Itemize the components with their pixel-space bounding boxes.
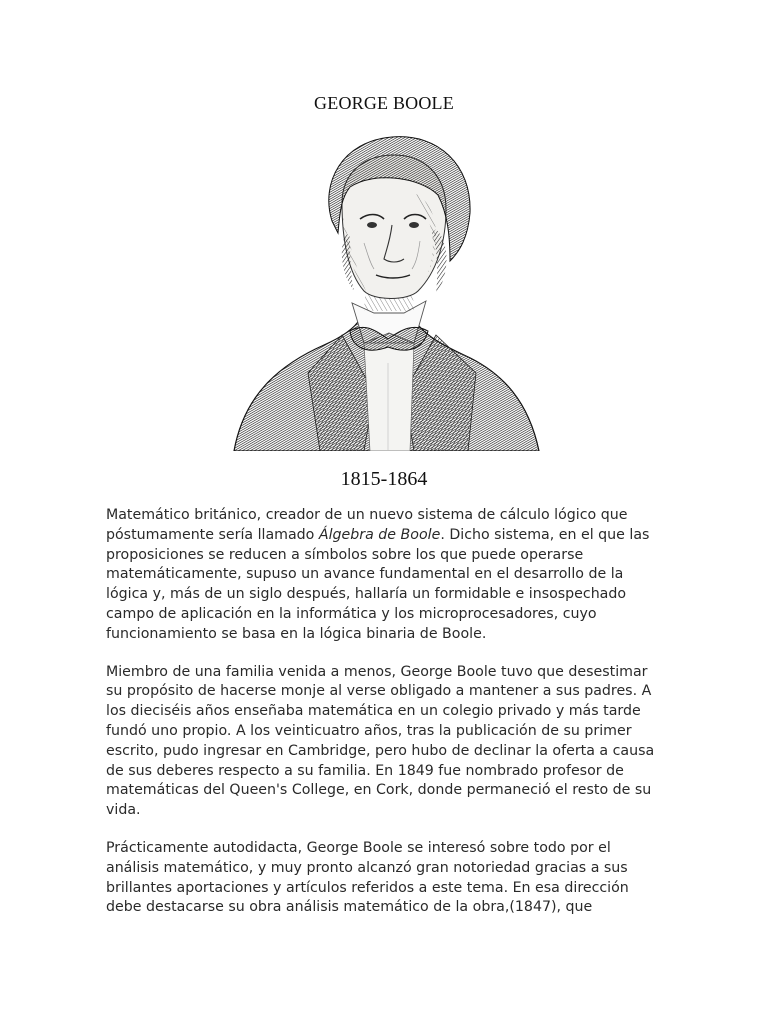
paragraph-1-start: Matemático británico, creador de un nuevo sistema de cálculo lógico que póstumamente sería llamado bbox=[106, 507, 628, 543]
portrait-image bbox=[224, 133, 544, 451]
portrait-engraving bbox=[224, 133, 544, 451]
life-dates: 1815-1864 bbox=[340, 468, 428, 490]
biography-text bbox=[106, 506, 666, 936]
paragraph-1-end: . Dicho sistema, en el que las proposiciones se reducen a símbolos sobre los que puede operarse matemáticamente, supuso un avance fundamental en el desarrollo de la lógica y, más de un siglo después, hallaría un formidable e insospechado campo de aplicación en la informática y los microprocesadores, cuyo funcionamiento se basa en la lógica binaria de Boole. bbox=[106, 526, 650, 642]
paragraph-1 bbox=[106, 506, 666, 645]
paragraph-1-emphasis: Álgebra de Boole bbox=[318, 526, 441, 543]
paragraph-2: Miembro de una familia venida a menos, George Boole tuvo que desestimar su propósito de hacerse monje al verse obligado a mantener a sus padres. A los dieciséis años enseñaba matemática en un colegio privado y más tarde fundó uno propio. A los veinticuatro años, tras la publicación de su primer escrito, pudo ingresar en Cambridge, pero hubo de declinar la oferta a causa de sus deberes respecto a su familia. En 1849 fue nombrado profesor de matemáticas del Queen's College, en Cork, donde permaneció el resto de su vida. bbox=[106, 663, 655, 819]
document-title: GEORGE BOOLE bbox=[314, 93, 454, 113]
paragraph-3: Prácticamente autodidacta, George Boole se interesó sobre todo por el análisis matemático, y muy pronto alcanzó gran notoriedad gracias a sus brillantes aportaciones y artículos referidos a este tema. En esa dirección debe destacarse su obra análisis matemático de la obra,(1847), que bbox=[106, 839, 629, 916]
